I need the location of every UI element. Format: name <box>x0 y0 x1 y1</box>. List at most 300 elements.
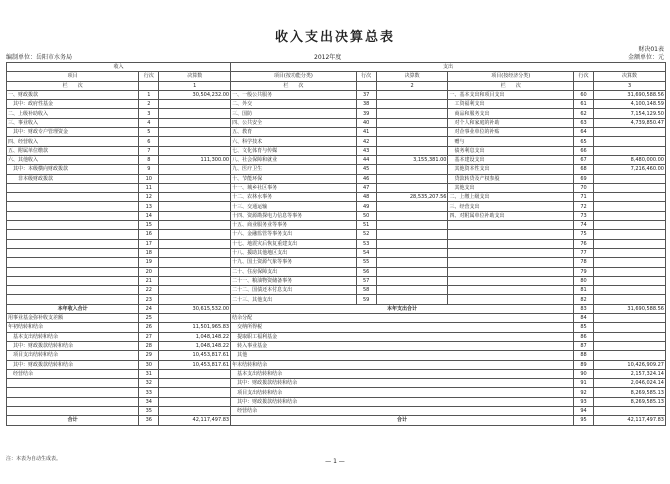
sub-header <box>356 81 376 90</box>
table-cell <box>594 211 666 220</box>
col-header: 行次 <box>139 72 159 81</box>
table-cell: 51 <box>356 221 376 230</box>
table-cell: 提取职工福利基金 <box>231 332 574 341</box>
table-cell <box>376 230 448 239</box>
amount-unit: 金额单位：元 <box>627 54 664 61</box>
table-cell: 12 <box>139 193 159 202</box>
table-row <box>7 239 666 248</box>
table-cell: 八、社会保障和就业 <box>231 155 357 164</box>
table-cell: 20 <box>139 267 159 276</box>
table-cell <box>448 286 574 295</box>
table-row <box>7 90 666 99</box>
table-cell: 十一、城乡社区事务 <box>231 183 357 192</box>
table-cell: 二、上级补助收入 <box>7 109 139 118</box>
table-cell <box>594 174 666 183</box>
table-cell: 69 <box>573 174 593 183</box>
report-body <box>7 63 666 426</box>
table-cell: 48 <box>356 193 376 202</box>
table-cell: 六、其他收入 <box>7 155 139 164</box>
table-cell: 75 <box>573 230 593 239</box>
table-cell <box>159 248 231 257</box>
table-row <box>7 118 666 127</box>
table-cell: 三、国防 <box>231 109 357 118</box>
table-cell <box>7 406 139 415</box>
table-cell: 5 <box>139 128 159 137</box>
table-cell <box>594 183 666 192</box>
table-cell <box>594 221 666 230</box>
sub-header: 3 <box>594 81 666 90</box>
table-cell: 二十、住房保障支出 <box>231 267 357 276</box>
table-cell <box>594 193 666 202</box>
table-cell <box>448 276 574 285</box>
table-cell: 6 <box>139 137 159 146</box>
table-cell <box>159 239 231 248</box>
sub-header: 栏 次 <box>7 81 139 90</box>
table-cell <box>159 267 231 276</box>
table-cell: 其中：财政拨款结转和结余 <box>231 397 574 406</box>
col-header: 项目 <box>7 72 139 81</box>
table-cell: 2,157,324.14 <box>594 369 666 378</box>
table-cell: 30,615,532.00 <box>159 304 231 313</box>
grand-total-row <box>7 416 666 425</box>
table-cell <box>594 137 666 146</box>
table-cell: 31 <box>139 369 159 378</box>
table-cell <box>159 406 231 415</box>
table-cell <box>159 118 231 127</box>
table-cell <box>7 193 139 202</box>
table-cell <box>376 118 448 127</box>
table-row <box>7 276 666 285</box>
table-cell: 债务利息支出 <box>448 146 574 155</box>
table-cell: 1 <box>139 90 159 99</box>
table-cell: 4 <box>139 118 159 127</box>
column-header-row <box>7 72 666 81</box>
table-cell: 21 <box>139 276 159 285</box>
table-cell: 用事业基金弥补收支差额 <box>7 314 139 323</box>
table-cell <box>376 221 448 230</box>
table-cell: 二、外交 <box>231 100 357 109</box>
table-cell: 一、一般公共服务 <box>231 90 357 99</box>
table-cell <box>594 323 666 332</box>
table-row <box>7 406 666 415</box>
table-cell: 89 <box>573 360 593 369</box>
sub-header-row <box>7 81 666 90</box>
table-row <box>7 360 666 369</box>
table-cell: 60 <box>573 90 593 99</box>
table-cell: 基本支出结转和结余 <box>231 369 574 378</box>
form-code: 财决01表 <box>638 46 664 53</box>
table-cell: 37 <box>356 90 376 99</box>
report-title: 收入支出决算总表 <box>274 30 395 45</box>
table-cell: 结余分配 <box>231 314 574 323</box>
table-cell <box>7 267 139 276</box>
table-cell: 11,501,965.83 <box>159 323 231 332</box>
table-cell: 61 <box>573 100 593 109</box>
sub-header: 1 <box>159 81 231 90</box>
table-row <box>7 202 666 211</box>
table-cell <box>7 230 139 239</box>
report-table <box>6 62 666 426</box>
table-cell: 十六、金融监管等事务支出 <box>231 230 357 239</box>
table-cell: 31,690,588.56 <box>594 304 666 313</box>
table-cell <box>159 100 231 109</box>
table-cell <box>376 276 448 285</box>
section-income: 收入 <box>7 63 231 72</box>
table-cell: 56 <box>356 267 376 276</box>
table-row <box>7 137 666 146</box>
table-cell: 1,048,148.22 <box>159 332 231 341</box>
table-cell <box>448 239 574 248</box>
section-row <box>7 63 666 72</box>
table-cell: 62 <box>573 109 593 118</box>
table-cell: 四、对附属单位补助支出 <box>448 211 574 220</box>
table-cell <box>376 286 448 295</box>
col-header: 决算数 <box>594 72 666 81</box>
table-row <box>7 221 666 230</box>
table-row <box>7 267 666 276</box>
table-cell: 67 <box>573 155 593 164</box>
table-cell <box>159 202 231 211</box>
table-cell: 41 <box>356 128 376 137</box>
table-cell: 其中：财政拨款结转和结余 <box>231 379 574 388</box>
table-cell: 88 <box>573 351 593 360</box>
table-cell: 3,155,381.00 <box>376 155 448 164</box>
table-cell: 三、经营支出 <box>448 202 574 211</box>
table-cell <box>159 165 231 174</box>
table-cell <box>376 248 448 257</box>
col-header: 决算数 <box>159 72 231 81</box>
table-cell: 70 <box>573 183 593 192</box>
table-cell <box>594 286 666 295</box>
table-cell: 商品和服务支出 <box>448 109 574 118</box>
table-cell <box>376 211 448 220</box>
table-cell: 基本建设支出 <box>448 155 574 164</box>
table-cell <box>7 379 139 388</box>
table-cell <box>376 295 448 304</box>
table-cell: 44 <box>356 155 376 164</box>
table-cell: 23 <box>139 295 159 304</box>
table-cell <box>376 165 448 174</box>
table-cell: 93 <box>573 397 593 406</box>
table-row <box>7 193 666 202</box>
table-cell: 54 <box>356 248 376 257</box>
table-cell: 九、医疗卫生 <box>231 165 357 174</box>
table-cell: 15 <box>139 221 159 230</box>
table-cell: 五、教育 <box>231 128 357 137</box>
table-cell: 交纳所得税 <box>231 323 574 332</box>
table-cell: 7,216,460.00 <box>594 165 666 174</box>
table-cell <box>7 397 139 406</box>
table-cell: 28,535,207.56 <box>376 193 448 202</box>
table-cell: 83 <box>573 304 593 313</box>
table-cell: 50 <box>356 211 376 220</box>
table-cell: 8,269,585.13 <box>594 397 666 406</box>
table-cell <box>594 406 666 415</box>
col-header: 行次 <box>356 72 376 81</box>
table-cell <box>594 248 666 257</box>
table-cell: 39 <box>356 109 376 118</box>
table-row <box>7 248 666 257</box>
table-cell <box>376 100 448 109</box>
table-cell <box>159 314 231 323</box>
table-cell <box>7 202 139 211</box>
table-cell: 二、上缴上级支出 <box>448 193 574 202</box>
table-cell: 55 <box>356 258 376 267</box>
table-cell: 二十二、国债还本付息支出 <box>231 286 357 295</box>
table-cell <box>159 276 231 285</box>
table-cell: 合计 <box>7 416 139 425</box>
table-cell: 一、基本支出和项目支出 <box>448 90 574 99</box>
table-cell: 34 <box>139 397 159 406</box>
table-cell <box>376 137 448 146</box>
table-cell <box>7 183 139 192</box>
table-cell: 年初结转和结余 <box>7 323 139 332</box>
table-cell: 63 <box>573 118 593 127</box>
table-cell: 43 <box>356 146 376 155</box>
table-cell: 66 <box>573 146 593 155</box>
table-cell: 一、财政拨款 <box>7 90 139 99</box>
table-cell: 36 <box>139 416 159 425</box>
table-cell: 工资福利支出 <box>448 100 574 109</box>
table-cell: 45 <box>356 165 376 174</box>
table-cell <box>594 295 666 304</box>
col-header: 行次 <box>573 72 593 81</box>
table-cell: 赠与 <box>448 137 574 146</box>
table-cell <box>376 239 448 248</box>
table-row <box>7 295 666 304</box>
table-cell: 8,480,000.00 <box>594 155 666 164</box>
table-cell: 四、经营收入 <box>7 137 139 146</box>
table-cell: 58 <box>356 286 376 295</box>
sub-header: 栏 次 <box>231 81 357 90</box>
table-cell <box>376 183 448 192</box>
table-cell <box>448 295 574 304</box>
table-cell: 95 <box>573 416 593 425</box>
table-cell: 转入事业基金 <box>231 341 574 350</box>
table-cell: 8 <box>139 155 159 164</box>
table-cell: 其中：本级横向财政拨款 <box>7 165 139 174</box>
table-cell: 10,426,909.27 <box>594 360 666 369</box>
table-cell: 18 <box>139 248 159 257</box>
table-cell: 十八、援助其他地区支出 <box>231 248 357 257</box>
table-row <box>7 341 666 350</box>
table-cell: 47 <box>356 183 376 192</box>
table-cell: 19 <box>139 258 159 267</box>
table-cell: 28 <box>139 341 159 350</box>
table-cell: 33 <box>139 388 159 397</box>
table-cell: 77 <box>573 248 593 257</box>
table-cell: 其中：财政拨款结转和结余 <box>7 360 139 369</box>
table-cell <box>594 314 666 323</box>
table-cell <box>376 202 448 211</box>
table-cell: 42,117,497.83 <box>594 416 666 425</box>
section-expense: 支出 <box>231 63 666 72</box>
table-cell: 87 <box>573 341 593 350</box>
table-cell <box>594 351 666 360</box>
table-cell: 非本级财政拨款 <box>7 174 139 183</box>
table-cell <box>159 128 231 137</box>
table-cell: 经营结余 <box>231 406 574 415</box>
table-cell <box>7 295 139 304</box>
table-cell: 项目支出结转和结余 <box>231 388 574 397</box>
footnote: 注：本表为自动生成表。 <box>6 456 62 462</box>
table-cell: 3 <box>139 109 159 118</box>
table-cell: 五、附属单位缴款 <box>7 146 139 155</box>
table-cell: 46 <box>356 174 376 183</box>
table-cell: 合计 <box>231 416 574 425</box>
table-cell: 81 <box>573 286 593 295</box>
table-cell <box>159 388 231 397</box>
table-row <box>7 128 666 137</box>
table-cell <box>376 174 448 183</box>
table-cell: 4,739,850.47 <box>594 118 666 127</box>
table-cell: 90 <box>573 369 593 378</box>
table-cell: 14 <box>139 211 159 220</box>
table-cell: 13 <box>139 202 159 211</box>
table-cell <box>7 388 139 397</box>
table-cell: 80 <box>573 276 593 285</box>
table-cell: 其中：财政专户管理资金 <box>7 128 139 137</box>
table-cell: 16 <box>139 230 159 239</box>
table-cell: 68 <box>573 165 593 174</box>
table-cell <box>376 109 448 118</box>
table-row <box>7 323 666 332</box>
table-cell <box>594 239 666 248</box>
table-cell: 十、节能环保 <box>231 174 357 183</box>
table-cell: 29 <box>139 351 159 360</box>
table-cell <box>159 369 231 378</box>
table-cell: 四、公共安全 <box>231 118 357 127</box>
table-cell <box>448 258 574 267</box>
table-cell: 十四、资源勘探电力信息等事务 <box>231 211 357 220</box>
table-cell: 本年支出合计 <box>231 304 574 313</box>
table-cell: 31,690,588.56 <box>594 90 666 99</box>
table-cell: 7 <box>139 146 159 155</box>
table-cell: 52 <box>356 230 376 239</box>
table-cell <box>594 202 666 211</box>
table-cell <box>376 267 448 276</box>
table-row <box>7 211 666 220</box>
table-cell <box>594 128 666 137</box>
table-cell: 其他 <box>231 351 574 360</box>
table-cell: 71 <box>573 193 593 202</box>
table-cell <box>7 221 139 230</box>
col-header: 项目(按经济分类) <box>448 72 574 81</box>
table-cell: 三、事业收入 <box>7 118 139 127</box>
table-cell: 40 <box>356 118 376 127</box>
table-cell: 11 <box>139 183 159 192</box>
table-cell: 十三、交通运输 <box>231 202 357 211</box>
table-cell <box>376 128 448 137</box>
table-row <box>7 174 666 183</box>
table-row <box>7 258 666 267</box>
table-cell <box>594 230 666 239</box>
table-row <box>7 146 666 155</box>
table-cell: 79 <box>573 267 593 276</box>
table-cell <box>159 146 231 155</box>
table-cell: 十九、国土资源气象等事务 <box>231 258 357 267</box>
table-cell: 86 <box>573 332 593 341</box>
table-cell: 项目支出结转和结余 <box>7 351 139 360</box>
table-cell <box>376 258 448 267</box>
table-cell: 35 <box>139 406 159 415</box>
sub-header <box>139 81 159 90</box>
table-cell: 对个人和家庭的补助 <box>448 118 574 127</box>
table-row <box>7 155 666 164</box>
table-cell: 30 <box>139 360 159 369</box>
table-row <box>7 286 666 295</box>
table-cell <box>159 193 231 202</box>
table-cell <box>376 146 448 155</box>
table-cell: 二十一、粮油物资储备事务 <box>231 276 357 285</box>
table-cell: 经营结余 <box>7 369 139 378</box>
table-cell: 25 <box>139 314 159 323</box>
table-cell: 38 <box>356 100 376 109</box>
table-cell: 其他资本性支出 <box>448 165 574 174</box>
table-cell: 42,117,497.83 <box>159 416 231 425</box>
sub-header: 2 <box>376 81 448 90</box>
table-cell: 24 <box>139 304 159 313</box>
table-cell <box>376 90 448 99</box>
table-cell: 9 <box>139 165 159 174</box>
table-row <box>7 379 666 388</box>
col-header: 决算数 <box>376 72 448 81</box>
table-cell: 53 <box>356 239 376 248</box>
table-cell <box>594 332 666 341</box>
table-row <box>7 230 666 239</box>
table-cell: 其他支出 <box>448 183 574 192</box>
table-cell: 其中：政府性基金 <box>7 100 139 109</box>
table-cell: 65 <box>573 137 593 146</box>
table-cell: 对企事业单位的补贴 <box>448 128 574 137</box>
table-cell: 2 <box>139 100 159 109</box>
table-cell <box>594 267 666 276</box>
table-cell <box>159 174 231 183</box>
table-cell: 基本支出结转和结余 <box>7 332 139 341</box>
table-cell: 85 <box>573 323 593 332</box>
table-cell <box>7 239 139 248</box>
table-row <box>7 397 666 406</box>
table-cell: 4,100,148.59 <box>594 100 666 109</box>
table-cell: 22 <box>139 286 159 295</box>
table-cell: 94 <box>573 406 593 415</box>
table-cell: 111,300.00 <box>159 155 231 164</box>
table-cell: 十七、地震灾后恢复重建支出 <box>231 239 357 248</box>
col-header: 项目(按功能分类) <box>231 72 357 81</box>
table-cell <box>448 221 574 230</box>
table-cell: 32 <box>139 379 159 388</box>
table-cell <box>159 295 231 304</box>
table-cell: 10,453,817.61 <box>159 351 231 360</box>
table-cell: 42 <box>356 137 376 146</box>
table-cell: 年末结转和结余 <box>231 360 574 369</box>
table-cell: 贷款转贷及产权参股 <box>448 174 574 183</box>
sub-header: 栏 次 <box>448 81 574 90</box>
table-cell <box>159 397 231 406</box>
table-cell: 74 <box>573 221 593 230</box>
table-row <box>7 183 666 192</box>
total-row <box>7 304 666 313</box>
sub-header <box>573 81 593 90</box>
table-cell: 七、文化体育与传媒 <box>231 146 357 155</box>
table-cell <box>159 109 231 118</box>
table-cell: 73 <box>573 211 593 220</box>
table-cell <box>7 211 139 220</box>
table-cell: 二十三、其他支出 <box>231 295 357 304</box>
table-cell <box>7 286 139 295</box>
table-cell: 本年收入合计 <box>7 304 139 313</box>
table-cell <box>7 248 139 257</box>
